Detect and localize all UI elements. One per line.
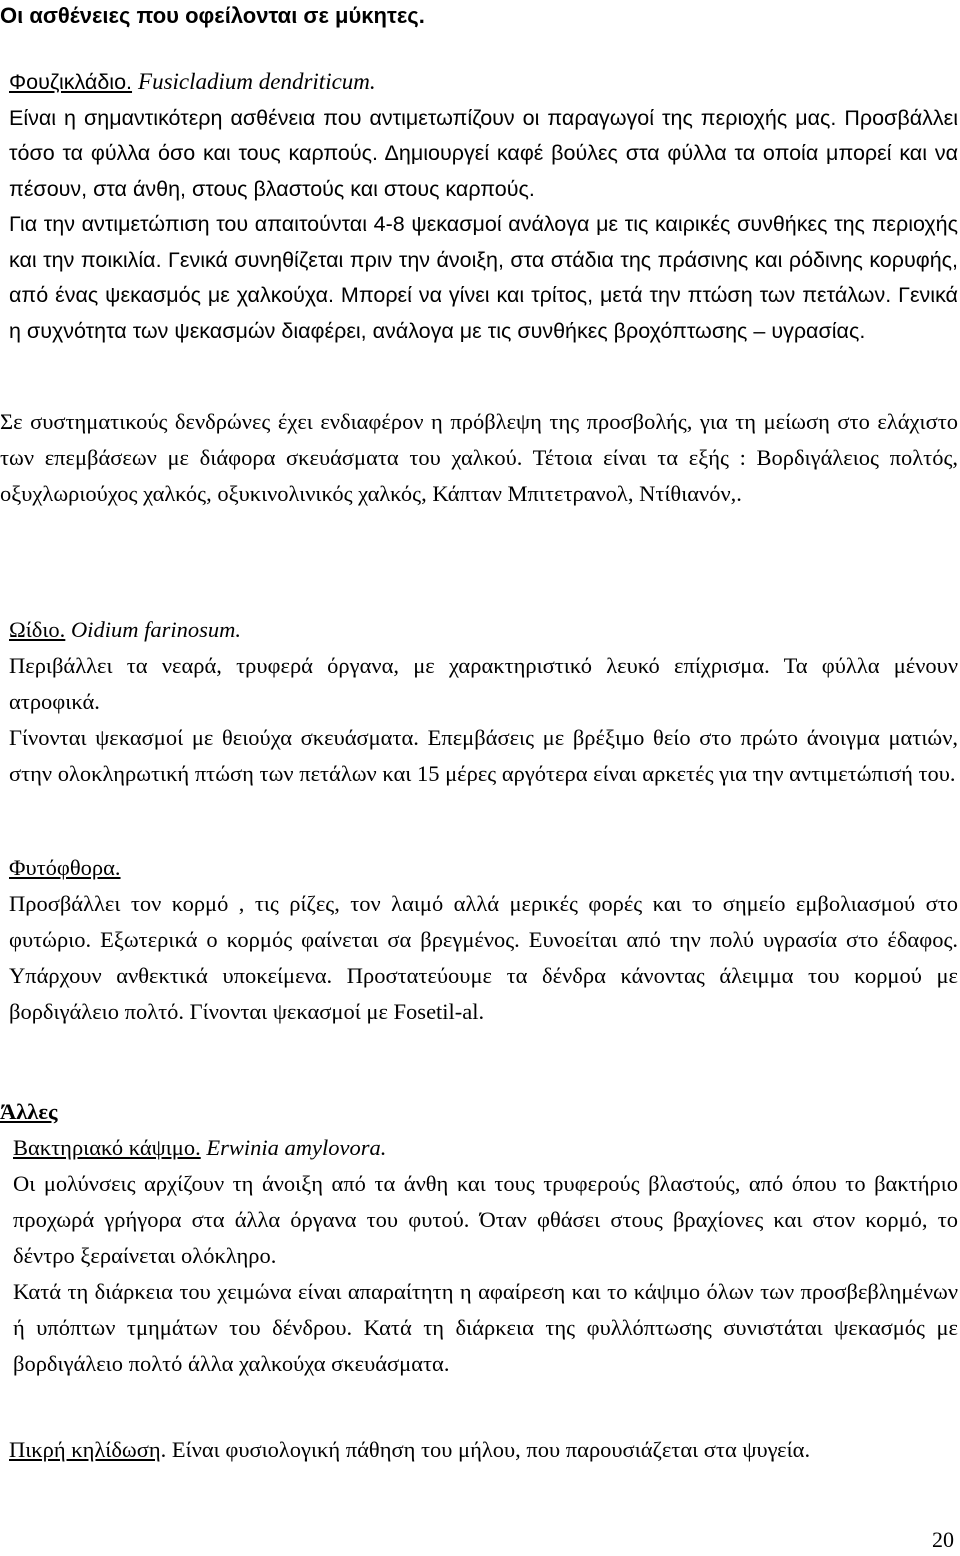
fusicladium-paragraph-3: Σε συστηματικούς δενδρώνες έχει ενδιαφέρον η πρόβλεψη της προσβολής, για τη μείωση στο ελάχιστο των επεμβάσεων με διάφορα σκευάσματα του χαλκού. Τέτοια είναι τα εξής : Βορδιγάλειος πολτός, οξυχλωριούχος χαλκός, οξυκινολινικός χαλκός, Κάπταν Μπιτετρανολ, Ντίθιανόν,. (0, 409, 958, 506)
oidium-latin: Oidium farinosum. (70, 617, 241, 642)
section-fusicladium (0, 64, 958, 349)
fireblight-heading (0, 1130, 958, 1166)
bitterpit-name: Πικρή κηλίδωση (9, 1437, 161, 1462)
other-heading: Άλλες (0, 1099, 58, 1124)
fusicladium-name: Φουζικλάδιο. (9, 70, 133, 94)
fireblight-name: Βακτηριακό κάψιμο. (13, 1135, 201, 1160)
section-other (0, 1094, 958, 1382)
fusicladium-latin: Fusicladium dendriticum. (138, 69, 376, 94)
fusicladium-paragraph-1: Είναι η σημαντικότερη ασθένεια που αντιμετωπίζουν οι παραγωγοί της περιοχής μας. Προσβάλλει τόσο τα φύλλα όσο και τους καρπούς. Δημιουργεί καφέ βούλες στα φύλλα τα οποία μπορεί και να πέσουν, στα άνθη, στους βλαστούς και στους καρπούς. (9, 105, 958, 201)
bitterpit-paragraph (0, 1432, 958, 1468)
oidium-paragraph-1: Περιβάλλει τα νεαρά, τρυφερά όργανα, με χαρακτηριστικό λευκό επίχρισμα. Τα φύλλα μένουν ατροφικά. (9, 653, 958, 714)
section-oidium (0, 612, 958, 792)
oidium-name: Ωίδιο. (9, 617, 66, 642)
section-bitterpit (0, 1432, 958, 1468)
bitterpit-text: . Είναι φυσιολογική πάθηση του μήλου, που παρουσιάζεται στα ψυγεία. (160, 1437, 811, 1462)
fusicladium-heading (0, 64, 958, 101)
fusicladium-paragraph-2: Για την αντιμετώπιση του απαιτούνται 4-8 ψεκασμοί ανάλογα με τις καιρικές συνθήκες της περιοχής και την ποικιλία. Γενικά συνηθίζεται πριν την άνοιξη, στα στάδια της πράσινης και ρόδινης κορυφής, από ένας ψεκασμός με χαλκούχα. Μπορεί να γίνει και τρίτος, μετά την πτώση των πετάλων. Γενικά η συχνότητα των ψεκασμών διαφέρει, ανάλογα με τις συνθήκες βροχόπτωσης – υγρασίας. (9, 212, 958, 343)
phytophthora-name: Φυτόφθορα. (9, 855, 121, 880)
phytophthora-heading (0, 850, 958, 886)
phytophthora-paragraph-1: Προσβάλλει τον κορμό , τις ρίζες, τον λαιμό αλλά μερικές φορές και το σημείο εμβολιασμού στο φυτώριο. Εξωτερικά ο κορμός φαίνεται σα βρεγμένος. Ευνοείται από την πολύ υγρασία στο έδαφος. Υπάρχουν ανθεκτικά υποκείμενα. Προστατεύουμε τα δένδρα κάνοντας άλειμμα του κορμού με βορδιγάλειο πολτό. Γίνονται ψεκασμοί με Fosetil-al. (9, 891, 958, 1024)
oidium-paragraph-2: Γίνονται ψεκασμοί με θειούχα σκευάσματα. Επεμβάσεις με βρέξιμο θείο στο πρώτο άνοιγμα ματιών, στην ολοκληρωτική πτώση των πετάλων και 15 μέρες αργότερα είναι αρκετές για την αντιμετώπισή του. (9, 725, 958, 786)
page-title: Οι ασθένειες που οφείλονται σε μύκητες. (0, 3, 425, 28)
fireblight-paragraph-1: Οι μολύνσεις αρχίζουν τη άνοιξη από τα άνθη και τους τρυφερούς βλαστούς, από όπου το βακτήριο προχωρά γρήγορα στα άλλα όργανα του φυτού. Όταν φθάσει στους βραχίονες και στον κορμό, το δέντρο ξεραίνεται ολόκληρο. (13, 1171, 958, 1268)
fireblight-paragraph-2: Κατά τη διάρκεια του χειμώνα είναι απαραίτητη η αφαίρεση και το κάψιμο όλων των προσβεβλημένων ή υπόπτων τμημάτων του δένδρου. Κατά τη διάρκεια της φυλλόπτωσης συνιστάται ψεκασμός με βορδιγάλειο πολτό άλλα χαλκούχα σκευάσματα. (13, 1279, 958, 1376)
section-fusicladium-forecast (0, 404, 958, 512)
fireblight-latin: Erwinia amylovora. (206, 1135, 387, 1160)
oidium-heading (0, 612, 958, 648)
section-phytophthora (0, 850, 958, 1030)
page-number: 20 (932, 1527, 954, 1552)
